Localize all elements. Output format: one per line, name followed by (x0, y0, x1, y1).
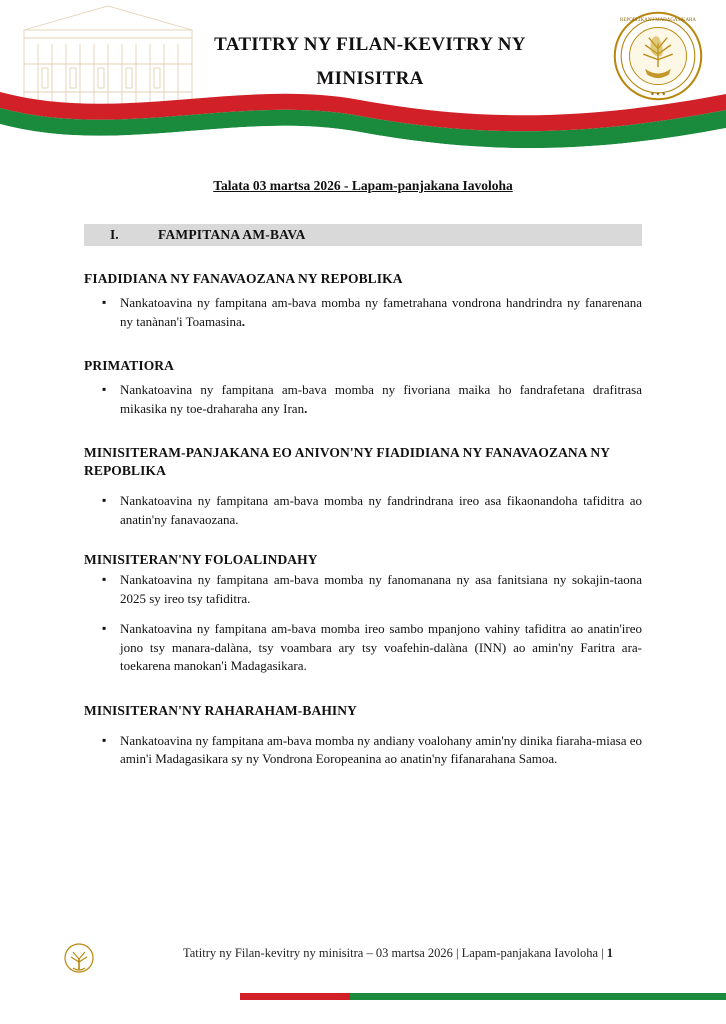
list-item (84, 732, 642, 769)
header-wave-graphic (0, 84, 726, 150)
list-item-text: Nankatoavina ny fampitana am-bava momba ny fametrahana vondrona handrindra ny fanarenana ny tanànan'i Toamasina (120, 295, 642, 329)
document-date: Talata 03 martsa 2026 - Lapam-panjakana Iavoloha (213, 178, 513, 193)
list-item (84, 294, 642, 331)
list-item-tail: . (241, 313, 246, 329)
list-item (84, 620, 642, 676)
list-item (84, 492, 642, 529)
section-number: I. (110, 227, 119, 242)
list-item (84, 571, 642, 608)
footer-color-bar (0, 993, 726, 1000)
document-body (0, 150, 726, 769)
list-item-text: Nankatoavina ny fampitana am-bava momba ny fivoriana maika ho fandrafetana drafitrasa mikasika ny toe-draharaha any Iran (120, 382, 642, 416)
list-item (84, 381, 642, 418)
group-list-primatiora (84, 381, 642, 418)
list-item-tail: . (304, 400, 308, 416)
group-list-minisiteram-panjakana (84, 492, 642, 529)
section-title: FAMPITANA AM-BAVA (158, 227, 306, 242)
document-header (0, 0, 726, 150)
list-item-text: Nankatoavina ny fampitana am-bava momba ny fanomanana ny asa fanitsiana ny sokajin-taona 2025 sy ireo tsy tafiditra. (120, 572, 642, 606)
document-footer (0, 928, 726, 1024)
group-heading-minisiteram-panjakana: MINISITERAM-PANJAKANA EO ANIVON'NY FIADIDIANA NY FANAVAOZANA NY REPOBLIKA (84, 445, 610, 478)
footer-text (0, 946, 726, 961)
svg-text:★ ★ ★: ★ ★ ★ (650, 92, 666, 98)
list-item-text: Nankatoavina ny fampitana am-bava momba ireo sambo mpanjono vahiny tafiditra ao anatin'ireo jono tsy manara-dalàna, tsy voambara ary tsy voafehin-dalàna (INN) ao amin'ny Faritra ara-toekarena manokan'i Madagasikara. (120, 621, 642, 673)
footer-page-number: 1 (606, 946, 614, 960)
footer-bar-white (0, 993, 240, 1000)
group-heading-raharaham-bahiny: MINISITERAN'NY RAHARAHAM-BAHINY (84, 702, 357, 718)
group-heading-fiadidiana: FIADIDIANA NY FANAVAOZANA NY REPOBLIKA (84, 271, 403, 286)
svg-text:REPOBLIKAN'I MADAGASIKARA: REPOBLIKAN'I MADAGASIKARA (620, 18, 696, 24)
content-blocks (84, 270, 642, 769)
group-heading-foloalindahy: MINISITERAN'NY FOLOALINDAHY (84, 552, 318, 567)
footer-bar-green (350, 993, 726, 1000)
group-list-raharaham-bahiny (84, 732, 642, 769)
group-list-foloalindahy (84, 571, 642, 676)
footer-bar-red (240, 993, 350, 1000)
section-heading-banner (84, 224, 642, 246)
footer-label: Tatitry ny Filan-kevitry ny minisitra – 03 martsa 2026 | Lapam-panjakana Iavoloha | (182, 946, 607, 960)
page-title-line-2: MINISITRA (316, 68, 424, 89)
group-list-fiadidiana (84, 294, 642, 331)
list-item-text: Nankatoavina ny fampitana am-bava momba ny andiany voalohany amin'ny dinika fiaraha-miasa eo amin'i Madagasikara sy ny Vondrona Eoropeanina ao anatin'ny fifanarahana Samoa. (120, 732, 642, 766)
page-title-line-1: TATITRY NY FILAN-KEVITRY NY (214, 34, 526, 55)
list-item-text: Nankatoavina ny fampitana am-bava momba ny fandrindrana ireo asa fikaonandoha tafiditra ao anatin'ny fanavaozana. (120, 493, 642, 527)
group-heading-primatiora: PRIMATIORA (84, 358, 174, 373)
